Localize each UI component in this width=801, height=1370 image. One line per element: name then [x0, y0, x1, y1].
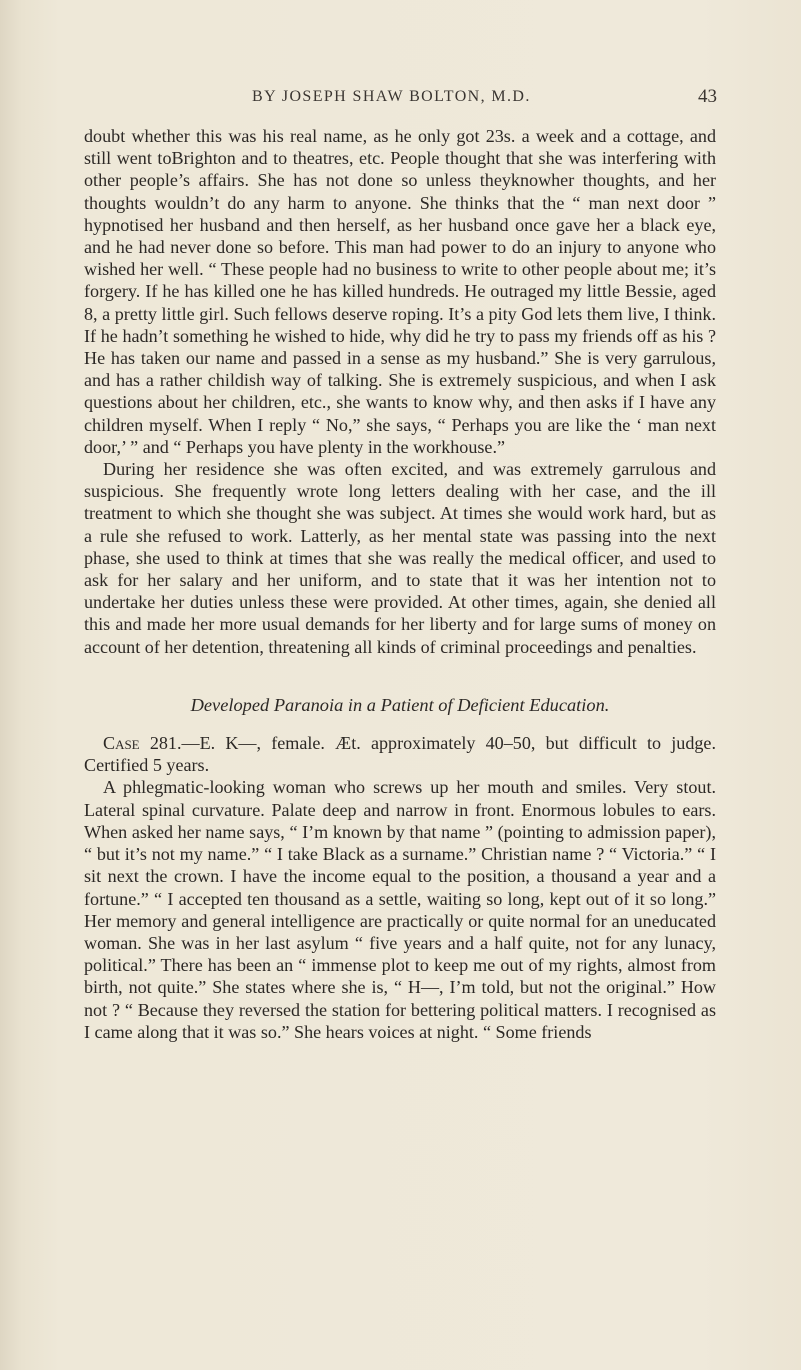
case-header	[84, 732, 716, 776]
page-number: 43	[698, 86, 717, 107]
paragraph-residence: During her residence she was often excited, and was extremely garrulous and suspicious. She frequently wrote long letters dealing with her case, and the ill treatment to which she thought she was subject. At times she would work hard, but as a rule she refused to work. Latterly, as her mental state was passing into the next phase, she used to think at times that she was really the medical officer, and used to ask for her salary and her uniform, and to state that it was her intention not to undertake her duties unless these were provided. At other times, again, she denied all this and made her more usual demands for her liberty and for large sums of money on account of her detention, threatening all kinds of criminal proceedings and penalties.	[84, 459, 716, 657]
section-heading: Developed Paranoia in a Patient of Deficient Education.	[190, 694, 610, 715]
running-head-title: BY JOSEPH SHAW BOLTON, M.D.	[252, 88, 531, 105]
case-label: Case	[103, 733, 140, 754]
case-details: 281.—E. K—, female. Æt. approximately 40–50, but difficult to judge. Certified 5 years.	[84, 733, 716, 776]
case-description: A phlegmatic-looking woman who screws up her mouth and smiles. Very stout. Lateral spinal curvature. Palate deep and narrow in front. Enormous lobules to ears. When asked her name says, “ I’m known by that name ” (pointing to admission paper), “ but it’s not my name.” “ I take Black as a surname.” Christian name ? “ Victoria.” “ I sit next the crown. I have the income equal to the position, a thousand a year and a fortune.” “ I accepted ten thousand as a settle, waiting so long, kept out of it so long.” Her memory and general intelligence are practically or quite normal for an uneducated woman. She was in her last asylum “ five years and a half quite, not for any lunacy, political.” There has been an “ immense plot to keep me out of my rights, almost from birth, not quite.” She states where she is, “ H—, I’m told, but not the original.” How not ? “ Because they reversed the station for bettering political matters. I recognised as I came along that it was so.” She hears voices at night. “ Some friends	[84, 777, 716, 1042]
paragraph-continued: doubt whether this was his real name, as he only got 23s. a week and a cottage, and still went toBrighton and to theatres, etc. People thought that she was interfering with other people’s affairs. She has not done so unless theyknowher thoughts, and her thoughts wouldn’t do any harm to anyone. She thinks that the “ man next door ” hypnotised her husband and then herself, as her husband once gave her a black eye, and he had never done so before. This man had power to do an injury to anyone who wished her well. “ These people had no business to write to other people about me; it’s forgery. If he has killed one he has killed hundreds. He outraged my little Bessie, aged 8, a pretty little girl. Such fellows deserve roping. It’s a pity God lets them live, I think. If he hadn’t something he wished to hide, why did he try to pass my friends off as his ? He has taken our name and passed in a sense as my husband.” She is very garrulous, and has a rather childish way of talking. She is extremely suspicious, and when I ask questions about her children, etc., she wants to know why, and then asks if I have any children myself. When I reply “ No,” she says, “ Perhaps you are like the ‘ man next door,’ ” and “ Perhaps you have plenty in the workhouse.”	[84, 126, 716, 457]
body-text	[84, 125, 716, 1043]
running-head	[0, 88, 801, 112]
